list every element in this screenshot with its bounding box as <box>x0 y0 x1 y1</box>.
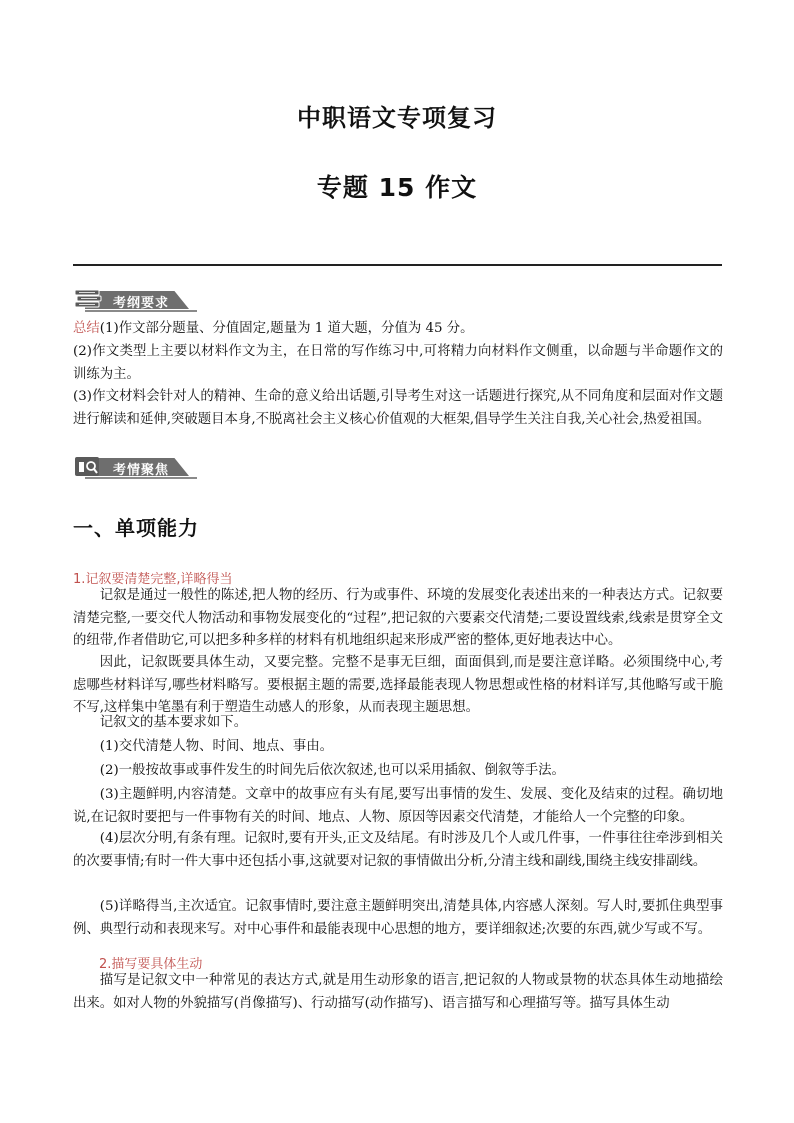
list-item-5: (5)详略得当,主次适宜。记叙事情时,要注意主题鲜明突出,清楚具体,内容感人深刻。写人时,要抓住典型事例、典型行动和表现来写。对中心事件和最能表现中心思想的地方，要详细叙述;次要的东西,就少写或不写。 <box>73 899 723 937</box>
sub-title: 专题 15 作文 <box>316 173 478 202</box>
magnifier-icon <box>73 454 103 480</box>
outline-paragraph-3: (3)作文材料会针对人的精神、生命的意义给出话题,引导考生对这一话题进行探究,从不同角度和层面对作文题进行解读和延伸,突破题目本身,不脱离社会主义核心价值观的大框架,倡导学生关注自我,关心社会,热爱祖国。 <box>73 389 723 427</box>
outline-tag-label: 考纲要求 <box>113 296 170 311</box>
body-paragraph-1: 记叙是通过一般性的陈述,把人物的经历、行为或事件、环境的发展变化表述出来的一种表达方式。记叙要清楚完整,一要交代人物活动和事物发展变化的“过程”,把记叙的六要素交代清楚;二要设置线索,线索是贯穿全文的纽带,作者借助它,可以把多种多样的材料有机地组织起来形成严密的整体,更好地表达中心。 <box>73 588 723 648</box>
list-item-2: (2)一般按故事或事件发生的时间先后依次叙述,也可以采用插叙、倒叙等手法。 <box>99 763 565 778</box>
outline-paragraph-2: (2)作文类型上主要以材料作文为主，在日常的写作练习中,可将精力向材料作文侧重，以命题与半命题作文的训练为主。 <box>73 344 723 382</box>
focus-tag-label: 考情聚焦 <box>113 463 170 478</box>
subheading-description: 2.描写要具体生动 <box>99 957 203 972</box>
section-heading: 一、单项能力 <box>73 516 199 540</box>
stacked-books-icon <box>73 287 103 313</box>
list-item-4: (4)层次分明,有条有理。记叙时,要有开头,正文及结尾。有时涉及几个人或几件事，一件事往往牵涉到相关的次要事情;有时一件大事中还包括小事,这就要对记叙的事情做出分析,分清主线和副线,围绕主线安排副线。 <box>73 831 723 869</box>
summary-label: 总结 <box>73 321 100 336</box>
list-item-1: (1)交代清楚人物、时间、地点、事由。 <box>99 739 334 754</box>
body-paragraph-4: 描写是记叙文中一种常见的表达方式,就是用生动形象的语言,把记叙的人物或景物的状态具体生动地描绘出来。如对人物的外貌描写(肖像描写)、行动描写(动作描写)、语言描写和心理描写等。描写具体生动 <box>73 973 723 1011</box>
main-title: 中职语文专项复习 <box>297 104 497 132</box>
list-item-3: (3)主题鲜明,内容清楚。文章中的故事应有头有尾,要写出事情的发生、发展、变化及结束的过程。确切地说,在记叙时要把与一件事物有关的时间、地点、人物、原因等因素交代清楚，才能给人一个完整的印象。 <box>73 787 723 825</box>
focus-tag <box>73 454 198 480</box>
subheading-narration: 1.记叙要清楚完整,详略得当 <box>73 572 233 587</box>
body-paragraph-3: 记叙文的基本要求如下。 <box>99 715 248 730</box>
title-divider <box>73 264 722 266</box>
outline-tag <box>73 287 198 313</box>
outline-paragraph-1: 总结(1)作文部分题量、分值固定,题量为 1 道大题，分值为 45 分。 <box>73 321 474 336</box>
body-paragraph-2: 因此，记叙既要具体生动，又要完整。完整不是事无巨细，面面俱到,而是要注意详略。必须围绕中心,考虑哪些材料详写,哪些材料略写。要根据主题的需要,选择最能表现人物思想或性格的材料详写,其他略写或干脆不写,这样集中笔墨有利于塑造生动感人的形象，从而表现主题思想。 <box>73 655 723 715</box>
